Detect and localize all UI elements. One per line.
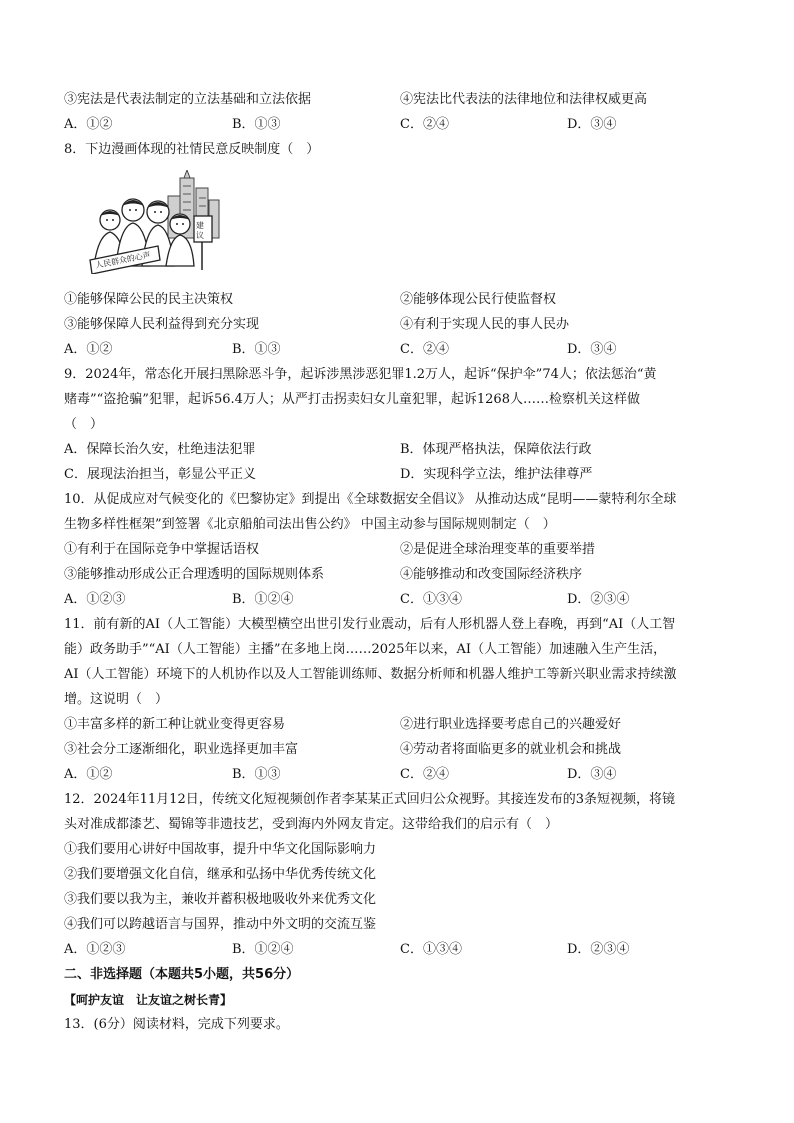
- section-2-heading: 二、非选择题（本题共5小题，共56分）: [64, 967, 300, 982]
- q9-option-c: C．展现法治担当，彰显公平正义: [64, 467, 256, 482]
- q8-option-d: D．③④: [567, 342, 617, 357]
- q11-stem-line-3: AI（人工智能）环境下的人机协作以及人工智能训练师、数据分析师和机器人维护工等新兴职业需求持续激: [64, 667, 677, 682]
- q9-option-a: A．保障长治久安，杜绝违法犯罪: [64, 442, 256, 457]
- q10-stem-line-1: 10．从促成应对气候变化的《巴黎协定》到提出《全球数据安全倡议》 从推动达成“昆明——蒙特利尔全球: [64, 492, 677, 507]
- cartoon-sign-text-2: 议: [196, 231, 204, 240]
- q10-stem-line-2: 生物多样性框架”到签署《北京船舶司法出售公约》 中国主动参与国际规则制定（ ）: [64, 517, 556, 532]
- q9-option-b: B．体现严格执法，保障依法行政: [400, 442, 592, 457]
- q11-statement-3: ③社会分工逐渐细化，职业选择更加丰富: [64, 742, 299, 757]
- section-topic-heading: 【呵护友谊 让友谊之树长青】: [64, 993, 233, 1007]
- q10-statement-3: ③能够推动形成公正合理透明的国际规则体系: [64, 567, 325, 582]
- q11-option-b: B．①③: [232, 767, 281, 782]
- q8-statement-2: ②能够体现公民行使监督权: [400, 292, 557, 307]
- q12-statement-4: ④我们可以跨越语言与国界，推动中外文明的交流互鉴: [64, 917, 377, 932]
- q11-statement-1: ①丰富多样的新工种让就业变得更容易: [64, 717, 286, 732]
- q8-option-b: B．①③: [232, 342, 281, 357]
- q11-option-d: D．③④: [567, 767, 617, 782]
- cartoon-banner-text: 人民群众的心声: [94, 250, 152, 270]
- q12-statement-2: ②我们要增强文化自信，继承和弘扬中华优秀传统文化: [64, 867, 377, 882]
- q8-statement-3: ③能够保障人民利益得到充分实现: [64, 317, 260, 332]
- q7-option-a: A．①②: [64, 117, 113, 132]
- q8-statement-1: ①能够保障公民的民主决策权: [64, 292, 234, 307]
- q10-option-b: B．①②④: [232, 592, 294, 607]
- q10-statement-4: ④能够推动和改变国际经济秩序: [400, 567, 583, 582]
- q12-option-c: C．①③④: [400, 942, 462, 957]
- q11-stem-line-2: 能）政务助手”“AI（人工智能）主播”在多地上岗……2025年以来，AI（人工智能）加速融入生产生活，: [64, 642, 667, 657]
- q10-statement-2: ②是促进全球治理变革的重要举措: [400, 542, 596, 557]
- people-giving-suggestions-cartoon: [88, 170, 228, 274]
- q10-option-d: D．②③④: [567, 592, 630, 607]
- q9-stem-line-2: 赌毒”“盗抢骗”犯罪，起诉56.4万人；从严打击拐卖妇女儿童犯罪，起诉1268人……检察机关这样做: [64, 392, 640, 407]
- q8-statement-4: ④有利于实现人民的事人民办: [400, 317, 570, 332]
- q12-stem-line-2: 头对准成都漆艺、蜀锦等非遗技艺，受到海内外网友肯定。这带给我们的启示有（ ）: [64, 817, 559, 832]
- q8-stem: 8．下边漫画体现的社情民意反映制度（ ）: [64, 142, 320, 157]
- q7-option-b: B．①③: [232, 117, 281, 132]
- q12-statement-3: ③我们要以我为主，兼收并蓄积极地吸收外来优秀文化: [64, 892, 377, 907]
- q11-stem-line-1: 11．前有新的AI（人工智能）大模型横空出世引发行业震动，后有人形机器人登上春晚，再到“AI（人工智: [64, 617, 676, 632]
- q11-statement-4: ④劳动者将面临更多的就业机会和挑战: [400, 742, 622, 757]
- q12-stem-line-1: 12．2024年11月12日，传统文化短视频创作者李某某正式回归公众视野。其接连发布的3条短视频，将镜: [64, 792, 675, 807]
- q12-option-d: D．②③④: [567, 942, 630, 957]
- q12-statement-1: ①我们要用心讲好中国故事，提升中华文化国际影响力: [64, 842, 377, 857]
- q13-stem: 13．(6分）阅读材料，完成下列要求。: [64, 1017, 289, 1032]
- q10-option-a: A．①②③: [64, 592, 126, 607]
- q7-statement-4: ④宪法比代表法的法律地位和法律权威更高: [400, 92, 648, 107]
- q11-stem-line-4: 增。这说明（ ）: [64, 692, 169, 707]
- q11-option-a: A．①②: [64, 767, 113, 782]
- q10-statement-1: ①有利于在国际竞争中掌握话语权: [64, 542, 260, 557]
- cartoon-sign-text: 建: [196, 221, 204, 230]
- q9-option-d: D．实现科学立法，维护法律尊严: [400, 467, 593, 482]
- q9-stem-line-3: （ ）: [64, 417, 104, 432]
- q8-option-c: C．②④: [400, 342, 449, 357]
- q12-option-a: A．①②③: [64, 942, 126, 957]
- q7-option-c: C．②④: [400, 117, 449, 132]
- q11-option-c: C．②④: [400, 767, 449, 782]
- q8-option-a: A．①②: [64, 342, 113, 357]
- q10-option-c: C．①③④: [400, 592, 462, 607]
- q11-statement-2: ②进行职业选择要考虑自己的兴趣爱好: [400, 717, 622, 732]
- q7-option-d: D．③④: [567, 117, 617, 132]
- q9-stem-line-1: 9．2024年，常态化开展扫黑除恶斗争，起诉涉黑涉恶犯罪1.2万人，起诉“保护伞”74人；依法惩治“黄: [64, 367, 657, 382]
- q7-statement-3: ③宪法是代表法制定的立法基础和立法依据: [64, 92, 312, 107]
- q12-option-b: B．①②④: [232, 942, 294, 957]
